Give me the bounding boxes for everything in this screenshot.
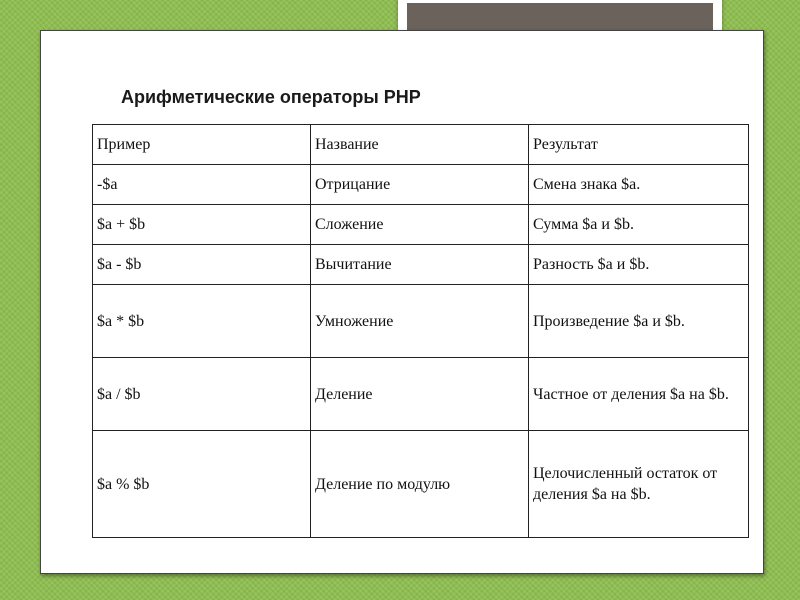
cell-example: -$a	[93, 165, 311, 205]
header-result: Результат	[529, 125, 749, 165]
cell-result: Целочисленный остаток от деления $a на $b.	[529, 431, 749, 538]
cell-name: Отрицание	[311, 165, 529, 205]
slide-panel	[40, 30, 764, 574]
slide-title: Арифметические операторы PHP	[121, 87, 421, 107]
cell-example: $a / $b	[93, 358, 311, 431]
cell-result: Разность $a и $b.	[529, 245, 749, 285]
operators-table	[92, 124, 749, 538]
table-row	[93, 358, 749, 431]
cell-example: $a * $b	[93, 285, 311, 358]
table-row	[93, 205, 749, 245]
table-row	[93, 431, 749, 538]
cell-result: Частное от деления $a на $b.	[529, 358, 749, 431]
header-example: Пример	[93, 125, 311, 165]
cell-example: $a % $b	[93, 431, 311, 538]
table-row	[93, 285, 749, 358]
cell-name: Деление по модулю	[311, 431, 529, 538]
cell-result: Смена знака $a.	[529, 165, 749, 205]
cell-example: $a + $b	[93, 205, 311, 245]
cell-name: Вычитание	[311, 245, 529, 285]
table-row	[93, 165, 749, 205]
cell-name: Деление	[311, 358, 529, 431]
cell-example: $a - $b	[93, 245, 311, 285]
cell-result: Произведение $a и $b.	[529, 285, 749, 358]
header-name: Название	[311, 125, 529, 165]
cell-result: Сумма $a и $b.	[529, 205, 749, 245]
cell-name: Умножение	[311, 285, 529, 358]
table-row	[93, 245, 749, 285]
table-header-row	[93, 125, 749, 165]
cell-name: Сложение	[311, 205, 529, 245]
